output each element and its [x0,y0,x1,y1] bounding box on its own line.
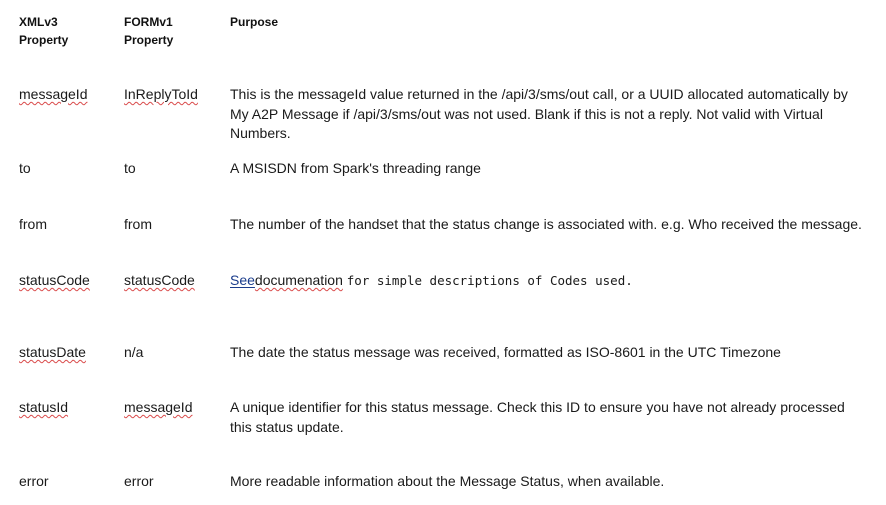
purpose-text: More readable information about the Message Status, when available. [230,473,665,489]
form-property: statusCode [124,272,195,288]
xml-property: statusDate [19,344,86,360]
purpose-rest: for simple descriptions of Codes used. [346,273,633,288]
purpose-text: The date the status message was received, formatted as ISO-8601 in the UTC Timezone [230,344,781,360]
form-property: error [124,473,154,489]
form-property: InReplyToId [124,86,198,102]
header-xmlv3-property [19,13,68,49]
see-link[interactable]: See [230,272,255,288]
purpose-text: A unique identifier for this status message. Check this ID to ensure you have not already processed this status update. [230,399,845,435]
form-property: messageId [124,399,193,415]
form-property: to [124,160,136,176]
documentation-link[interactable]: documenation [254,272,343,288]
xml-property: from [19,216,47,232]
header-col1-line2: Property [19,33,69,47]
xml-property: statusCode [19,272,90,288]
xml-property: statusId [19,399,69,415]
header-col2-line2: Property [124,33,174,47]
xml-property: error [19,473,49,489]
header-col1-line1: XMLv3 [19,15,58,29]
header-formv1-property [124,13,173,49]
header-col2-line1: FORMv1 [124,15,173,29]
purpose-text: A MSISDN from Spark's threading range [230,160,481,176]
form-property: n/a [124,344,144,360]
header-col3: Purpose [230,15,279,29]
purpose-text: The number of the handset that the status change is associated with. e.g. Who received the message. [230,216,862,232]
purpose-text: This is the messageId value returned in the /api/3/sms/out call, or a UUID allocated automatically by My A2P Message if /api/3/sms/out was not used. Blank if this is not a reply. Not valid with Virtual Numbers. [230,86,848,141]
form-property: from [124,216,152,232]
xml-property: messageId [19,86,88,102]
header-purpose [230,13,278,31]
xml-property: to [19,160,31,176]
purpose-text [230,271,866,291]
